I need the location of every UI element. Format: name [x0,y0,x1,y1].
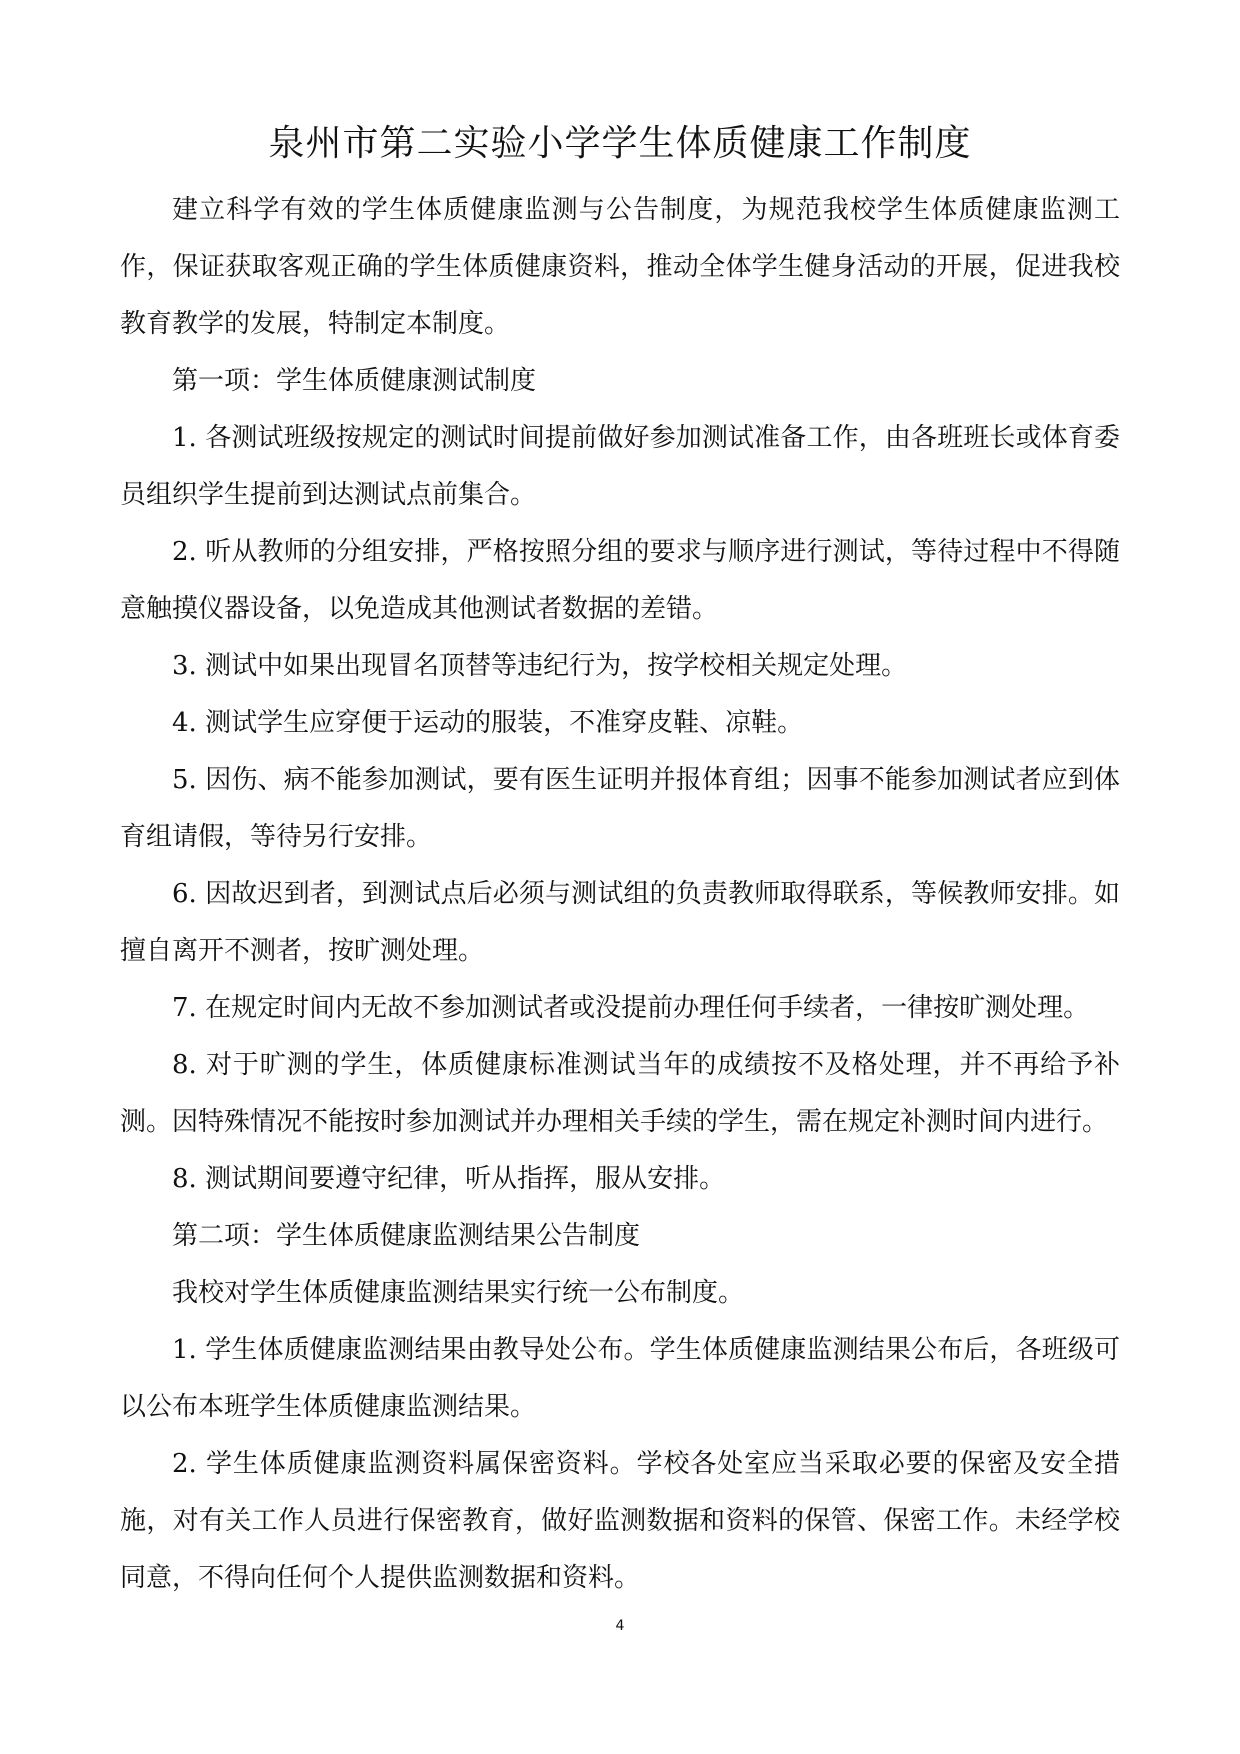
paragraph-item: 2. 听从教师的分组安排，严格按照分组的要求与顺序进行测试，等待过程中不得随意触摸仪器设备，以免造成其他测试者数据的差错。 [120,537,1120,624]
paragraph-item: 8. 对于旷测的学生，体质健康标准测试当年的成绩按不及格处理，并不再给予补测。因特殊情况不能按时参加测试并办理相关手续的学生，需在规定补测时间内进行。 [120,1050,1120,1137]
paragraph-item: 5. 因伤、病不能参加测试，要有医生证明并报体育组；因事不能参加测试者应到体育组请假，等待另行安排。 [120,765,1120,852]
paragraph-item: 3. 测试中如果出现冒名顶替等违纪行为，按学校相关规定处理。 [172,651,908,681]
paragraph-item: 4. 测试学生应穿便于运动的服装，不准穿皮鞋、凉鞋。 [172,708,804,738]
paragraph-intro: 建立科学有效的学生体质健康监测与公告制度，为规范我校学生体质健康监测工作，保证获取客观正确的学生体质健康资料，推动全体学生健身活动的开展，促进我校教育教学的发展，特制定本制度。 [120,195,1120,339]
paragraph-item: 1. 学生体质健康监测结果由教导处公布。学生体质健康监测结果公布后，各班级可以公布本班学生体质健康监测结果。 [120,1335,1120,1422]
document-title: 泉州市第二实验小学学生体质健康工作制度 [268,123,972,164]
paragraph-item: 1. 各测试班级按规定的测试时间提前做好参加测试准备工作，由各班班长或体育委员组织学生提前到达测试点前集合。 [120,423,1120,510]
section-heading-2: 第二项：学生体质健康监测结果公告制度 [172,1221,641,1251]
paragraph-intro-2: 我校对学生体质健康监测结果实行统一公布制度。 [172,1278,745,1308]
document-body [120,182,1120,1607]
paragraph-item: 8. 测试期间要遵守纪律，听从指挥，服从安排。 [172,1164,726,1194]
paragraph-item: 6. 因故迟到者，到测试点后必须与测试组的负责教师取得联系，等候教师安排。如擅自离开不测者，按旷测处理。 [120,879,1120,966]
section-heading-1: 第一项：学生体质健康测试制度 [172,366,537,396]
page-number: 4 [615,1618,625,1634]
paragraph-item: 2. 学生体质健康监测资料属保密资料。学校各处室应当采取必要的保密及安全措施，对有关工作人员进行保密教育，做好监测数据和资料的保管、保密工作。未经学校同意，不得向任何个人提供监测数据和资料。 [120,1449,1120,1593]
paragraph-item: 7. 在规定时间内无故不参加测试者或没提前办理任何手续者，一律按旷测处理。 [172,993,1090,1023]
